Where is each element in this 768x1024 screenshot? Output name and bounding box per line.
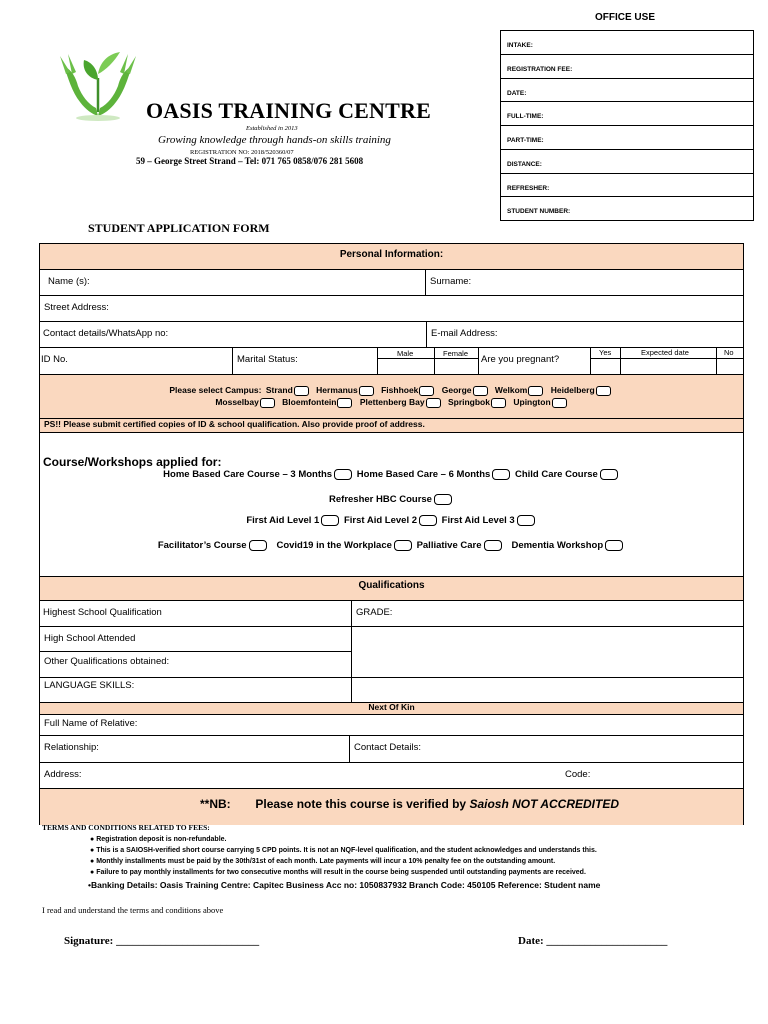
checkbox[interactable]	[605, 540, 623, 551]
documents-note: PS!! Please submit certified copies of ID & school qualification. Also provide proof of address.	[44, 419, 425, 429]
course-first-aid-2[interactable]	[344, 515, 439, 526]
course-row-3	[40, 515, 743, 526]
signature-line[interactable]: __________________________	[116, 935, 260, 947]
relative-name-label: Full Name of Relative:	[44, 718, 138, 729]
checkbox[interactable]	[337, 398, 352, 408]
course-label: Covid19 in the Workplace	[276, 540, 392, 552]
term-item: ● Failure to pay monthly installments for two consecutive months will result in the course being suspended until outstanding payments are received.	[90, 869, 586, 876]
course-hbc-6-months[interactable]	[357, 469, 513, 480]
campus-label: Hermanus	[316, 385, 358, 395]
campus-bloemfontein[interactable]	[282, 397, 353, 407]
campus-label: Plettenberg Bay	[359, 397, 425, 407]
relationship-label: Relationship:	[44, 742, 99, 753]
established-text: Established in 2013	[246, 125, 298, 132]
course-refresher-hbc[interactable]	[329, 494, 454, 505]
checkbox[interactable]	[491, 398, 506, 408]
campus-label: George	[441, 385, 472, 395]
date-field[interactable]	[518, 935, 667, 947]
office-use-title: OFFICE USE	[594, 12, 655, 23]
campus-hermanus[interactable]	[316, 385, 375, 395]
tagline: Growing knowledge through hands-on skills training	[158, 134, 391, 146]
brand-name: OASIS TRAINING CENTRE	[146, 98, 431, 123]
checkbox[interactable]	[419, 386, 434, 396]
office-use-box	[500, 30, 754, 221]
checkbox[interactable]	[249, 540, 267, 551]
date-line[interactable]: ______________________	[546, 935, 668, 947]
checkbox[interactable]	[552, 398, 567, 408]
campus-prompt: Please select Campus:	[169, 385, 262, 395]
date-label: Date:	[518, 935, 544, 947]
term-item: ● Registration deposit is non-refundable.	[90, 836, 227, 843]
surname-label: Surname:	[430, 276, 472, 287]
campus-welkom[interactable]	[495, 385, 544, 395]
checkbox[interactable]	[334, 469, 352, 480]
signature-label: Signature:	[64, 935, 114, 947]
course-row-1	[40, 469, 743, 480]
course-label: Home Based Care – 6 Months	[356, 469, 491, 481]
campus-heidelberg[interactable]	[551, 385, 612, 395]
banking-details: •Banking Details: Oasis Training Centre: Capitec Business Acc no: 1050837932 Branch Code: 450105 Reference: Student name	[88, 880, 601, 890]
no-label: No	[724, 348, 734, 357]
checkbox[interactable]	[600, 469, 618, 480]
office-row-distance[interactable]: DISTANCE:	[501, 150, 753, 174]
course-label: First Aid Level 2	[343, 515, 418, 527]
course-label: First Aid Level 1	[246, 515, 320, 527]
checkbox[interactable]	[260, 398, 275, 408]
office-row-part-time[interactable]: PART-TIME:	[501, 126, 753, 150]
campus-label: Mosselbay	[215, 397, 259, 407]
male-label: Male	[397, 349, 414, 358]
term-text: This is a SAIOSH-verified short course carrying 5 CPD points. It is not an NQF-level qualification, and the student acknowledges and understands this.	[96, 847, 597, 854]
office-row-student-number[interactable]: STUDENT NUMBER:	[507, 208, 571, 216]
course-label: Refresher HBC Course	[329, 494, 432, 506]
hands-plant-logo-icon	[58, 48, 138, 122]
term-item: ● This is a SAIOSH-verified short course carrying 5 CPD points. It is not an NQF-level qualification, and the student acknowledges and understands this.	[90, 847, 597, 854]
course-row-4	[40, 540, 743, 551]
checkbox[interactable]	[294, 386, 309, 396]
campus-row-2	[40, 397, 743, 408]
course-label: Child Care Course	[514, 469, 598, 481]
checkbox[interactable]	[473, 386, 488, 396]
nb-notice	[200, 797, 619, 811]
grade-label: GRADE:	[356, 607, 393, 618]
course-covid19[interactable]	[276, 540, 413, 551]
email-label: E-mail Address:	[431, 328, 498, 339]
checkbox[interactable]	[434, 494, 452, 505]
checkbox[interactable]	[528, 386, 543, 396]
office-row-intake[interactable]: INTAKE:	[501, 31, 753, 55]
nb-prefix: **NB:	[200, 797, 231, 811]
course-child-care[interactable]	[515, 469, 620, 480]
campus-fishhoek[interactable]	[381, 385, 435, 395]
campus-label: Bloemfontein	[282, 397, 337, 407]
checkbox[interactable]	[484, 540, 502, 551]
term-text: Monthly installments must be paid by the 30th/31st of each month. Late payments will incur a 10% penalty fee on the outstanding amount.	[96, 858, 556, 865]
campus-label: Strand	[265, 385, 293, 395]
course-row-2	[40, 494, 743, 505]
course-label: Palliative Care	[416, 540, 482, 552]
street-address-label: Street Address:	[44, 302, 109, 313]
campus-george[interactable]	[442, 385, 489, 395]
course-label: Facilitator’s Course	[157, 540, 247, 552]
personal-info-heading: Personal Information:	[339, 249, 444, 260]
checkbox[interactable]	[517, 515, 535, 526]
language-skills-label: LANGUAGE SKILLS:	[44, 680, 135, 691]
campus-mosselbay[interactable]	[215, 397, 275, 407]
course-first-aid-3[interactable]	[442, 515, 537, 526]
registration-number: REGISTRATION NO: 2018/520360/07	[190, 149, 294, 156]
campus-label: Springbok	[447, 397, 490, 407]
high-school-label: High School Attended	[44, 633, 136, 644]
acknowledgement-text: I read and understand the terms and conditions above	[42, 905, 224, 915]
name-label: Name (s):	[48, 276, 90, 287]
campus-label: Fishhoek	[381, 385, 419, 395]
checkbox[interactable]	[359, 386, 374, 396]
pregnant-question: Are you pregnant?	[481, 354, 560, 365]
kin-contact-label: Contact Details:	[354, 742, 422, 753]
female-label: Female	[443, 349, 469, 358]
form-title: STUDENT APPLICATION FORM	[88, 221, 270, 235]
other-qualifications-label: Other Qualifications obtained:	[44, 656, 170, 667]
contact-details-label: Contact details/WhatsApp no:	[43, 328, 169, 339]
qualifications-heading: Qualifications	[358, 580, 425, 591]
application-form	[39, 243, 744, 825]
campus-strand[interactable]	[266, 385, 310, 395]
course-dementia[interactable]	[511, 540, 625, 551]
marital-status-label: Marital Status:	[237, 354, 298, 365]
id-number-label: ID No.	[41, 354, 68, 365]
office-row-registration-fee[interactable]: REGISTRATION FEE:	[501, 55, 753, 79]
campus-springbok[interactable]	[448, 397, 507, 407]
terms-section	[42, 823, 742, 894]
course-facilitator[interactable]	[158, 540, 269, 551]
office-row-full-time[interactable]: FULL-TIME:	[501, 102, 753, 126]
office-row-date[interactable]: DATE:	[501, 79, 753, 103]
business-address: 59 – George Street Strand – Tel: 071 765 0858/076 281 5608	[136, 156, 364, 166]
checkbox[interactable]	[492, 469, 510, 480]
campus-label: Heidelberg	[550, 385, 595, 395]
term-text: Registration deposit is non-refundable.	[96, 836, 227, 843]
checkbox[interactable]	[596, 386, 611, 396]
yes-label: Yes	[599, 348, 612, 357]
postal-code-label: Code:	[565, 769, 591, 780]
course-hbc-3-months[interactable]	[163, 469, 354, 480]
checkbox[interactable]	[426, 398, 441, 408]
office-row-refresher[interactable]: REFRESHER:	[501, 174, 753, 198]
campus-upington[interactable]	[513, 397, 567, 407]
course-label: Dementia Workshop	[511, 540, 604, 552]
checkbox[interactable]	[321, 515, 339, 526]
term-text: Failure to pay monthly installments for two consecutive months will result in the course being suspended until outstanding payments are received.	[96, 869, 586, 876]
terms-title: TERMS AND CONDITIONS RELATED TO FEES:	[42, 823, 210, 832]
course-first-aid-1[interactable]	[246, 515, 341, 526]
checkbox[interactable]	[394, 540, 412, 551]
highest-qualification-label: Highest School Qualification	[43, 607, 162, 618]
campus-label: Upington	[513, 397, 551, 407]
course-label: First Aid Level 3	[441, 515, 515, 527]
signature-field[interactable]	[64, 935, 259, 947]
expected-date-label: Expected date	[641, 348, 689, 357]
courses-heading: Course/Workshops applied for:	[43, 455, 222, 469]
campus-plettenberg-bay[interactable]	[360, 397, 442, 407]
nb-accreditation: Saiosh NOT ACCREDITED	[469, 797, 620, 811]
nb-text: Please note this course is verified by	[255, 797, 467, 811]
next-of-kin-heading: Next Of Kin	[368, 702, 415, 712]
term-item: ● Monthly installments must be paid by the 30th/31st of each month. Late payments will incur a 10% penalty fee on the outstanding amount.	[90, 858, 556, 865]
kin-address-label: Address:	[44, 769, 82, 780]
course-label: Home Based Care Course – 3 Months	[163, 469, 333, 481]
campus-label: Welkom	[494, 385, 528, 395]
checkbox[interactable]	[419, 515, 437, 526]
course-palliative-care[interactable]	[417, 540, 504, 551]
campus-row-1	[40, 385, 743, 396]
